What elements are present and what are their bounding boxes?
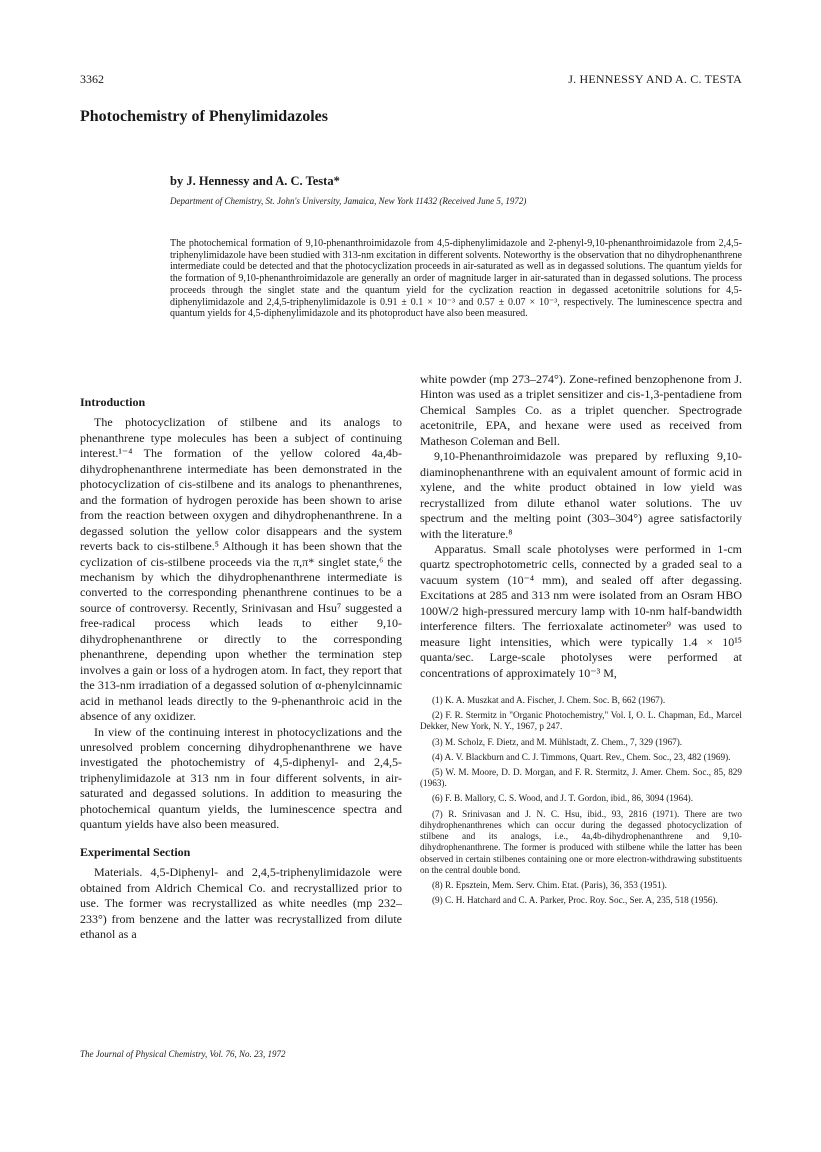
reference-item: (2) F. R. Stermitz in "Organic Photochemistry," Vol. I, O. L. Chapman, Ed., Marcel Dekker, New York, N. Y., 1967, p 247. — [420, 710, 742, 732]
reference-item: (9) C. H. Hatchard and C. A. Parker, Proc. Roy. Soc., Ser. A, 235, 518 (1956). — [432, 895, 718, 906]
materials-paragraph: Materials. 4,5-Diphenyl- and 2,4,5-triphenylimidazole were obtained from Aldrich Chemical Co. and recrystallized prior to use. The former was recrystallized as white needles (mp 232–233°) from benzene and the latter was recrystallized from dilute ethanol as a — [80, 865, 402, 941]
intro-paragraph-1: The photocyclization of stilbene and its analogs to phenanthrene type molecules has been a subject of continuing interest.¹⁻⁴ The formation of the yellow colored 4a,4b-dihydrophenanthrene intermediate has been demonstrated in the photocyclization of cis-stilbene and its analogs to phenanthrenes, and the formation of hydrogen peroxide has been shown to arise from the reaction between oxygen and dihydrophenanthrene. In a degassed solution the yellow color disappears and the system reverts back to cis-stilbene.⁵ Although it has been shown that the cyclization of cis-stilbene proceeds via the π,π* singlet state,⁶ the mechanism by which the dihydrophenanthrene intermediate is converted to the corresponding phenanthrene continues to be a source of controversy. Recently, Srinivasan and Hsu⁷ suggested a free-radical process which leads to either 9,10-dihydrophenanthrene or directly to the corresponding phenanthrene, depending upon whether the termination step involves a gain or loss of a hydrogen atom. In fact, they report that the 313-nm irradiation of a degassed solution of α-phenylcinnamic acid in methanol leads directly to the 9-phenanthroic acid in the absence of any oxidizer. — [80, 415, 402, 724]
page-number: 3362 — [80, 72, 104, 86]
intro-paragraph-2: In view of the continuing interest in photocyclizations and the unresolved problem concerning dihydrophenanthrene we have investigated the photochemistry of 4,5-diphenyl- and 2,4,5-triphenylimidazole at 313 nm in four different solvents, in air-saturated and degassed solutions. In addition to measuring the photochemical quantum yields, the luminescence spectra and quantum yields have also been measured. — [80, 724, 402, 832]
running-head: J. HENNESSY AND A. C. TESTA — [568, 72, 742, 86]
right-column — [420, 372, 742, 910]
article-title: Photochemistry of Phenylimidazoles — [80, 108, 328, 125]
journal-footer: The Journal of Physical Chemistry, Vol. 76, No. 23, 1972 — [80, 1049, 286, 1059]
reference-item: (5) W. M. Moore, D. D. Morgan, and F. R. Stermitz, J. Amer. Chem. Soc., 85, 829 (1963). — [420, 767, 742, 789]
apparatus-paragraph: Apparatus. Small scale photolyses were performed in 1-cm quartz spectrophotometric cells, connected by a graded seal to a vacuum system (10⁻⁴ mm), and sealed off after degassing. Excitations at 285 and 313 nm were isolated from an Osram HBO 100W/2 high-pressured mercury lamp with 10-nm half-bandwidth interference filters. The ferrioxalate actinometer⁹ was used to measure light intensities, which were typically 1.4 × 10¹⁵ quanta/sec. Large-scale photolyses were performed at concentrations of approximately 10⁻³ M, — [420, 541, 742, 680]
reference-item: (8) R. Epsztein, Mem. Serv. Chim. Etat. (Paris), 36, 353 (1951). — [432, 879, 667, 890]
reference-item: (6) F. B. Mallory, C. S. Wood, and J. T. Gordon, ibid., 86, 3094 (1964). — [432, 793, 694, 804]
authors: by J. Hennessy and A. C. Testa* — [170, 174, 340, 188]
abstract: The photochemical formation of 9,10-phenanthroimidazole from 4,5-diphenylimidazole and 2-phenyl-9,10-phenanthroimidazole from 2,4,5-triphenylimidazole have been studied with 313-nm excitation in different solvents. Noteworthy is the observation that no dihydrophenanthrene intermediate could be detected and that the photocyclization proceeds in air-saturated as well as in degassed solutions. The quantum yields for the formation of 9,10-phenanthroimidazole are generally an order of magnitude larger in air-saturated than in degassed solutions. The process proceeds through the singlet state and the quantum yield for the cyclization reaction in degassed acetonitrile solutions for 4,5-diphenylimidazole and 2,4,5-triphenylimidazole is 0.91 ± 0.1 × 10⁻³ and 0.57 ± 0.07 × 10⁻³, respectively. The luminescence spectra and quantum yields for 4,5-diphenylimidazole and its photoproduct have also been measured. — [170, 238, 742, 320]
reference-item: (4) A. V. Blackburn and C. J. Timmons, Quart. Rev., Chem. Soc., 23, 482 (1969). — [432, 751, 731, 762]
references-list — [420, 695, 742, 906]
reference-item: (7) R. Srinivasan and J. N. C. Hsu, ibid., 93, 2816 (1971). There are two dihydrophenanthrenes which can occur during the degassed photocyclization of stilbene and its analogs, i.e., 4a,4b-dihydrophenanthrene and 9,10-dihydrophenanthrene. The former is produced with stilbene while the latter has been observed in certain stilbenes containing one or more electron-withdrawing substituents on the central double bond. — [420, 808, 742, 875]
affiliation: Department of Chemistry, St. John's University, Jamaica, New York 11432 (Received June 5, 1972) — [170, 196, 527, 206]
preparation-paragraph: 9,10-Phenanthroimidazole was prepared by refluxing 9,10-diaminophenanthrene with an equivalent amount of formic acid in xylene, and the white product obtained in low yield was recrystallized from dilute ethanol water solutions. The uv spectrum and the melting point (303–304°) agree satisfactorily with the literature.⁸ — [420, 449, 742, 541]
reference-item: (3) M. Scholz, F. Dietz, and M. Mühlstadt, Z. Chem., 7, 329 (1967). — [432, 736, 683, 747]
materials-continued-paragraph: white powder (mp 273–274°). Zone-refined benzophenone from J. Hinton was used as a triplet sensitizer and cis-1,3-pentadiene from Chemical Samples Co. as a triplet quencher. Spectrograde acetonitrile, EPA, and hexane were used as received from Matheson Coleman and Bell. — [420, 372, 742, 448]
left-column — [80, 395, 402, 942]
reference-item: (1) K. A. Muszkat and A. Fischer, J. Chem. Soc. B, 662 (1967). — [432, 695, 666, 706]
introduction-heading: Introduction — [80, 395, 146, 409]
experimental-heading: Experimental Section — [80, 844, 191, 859]
